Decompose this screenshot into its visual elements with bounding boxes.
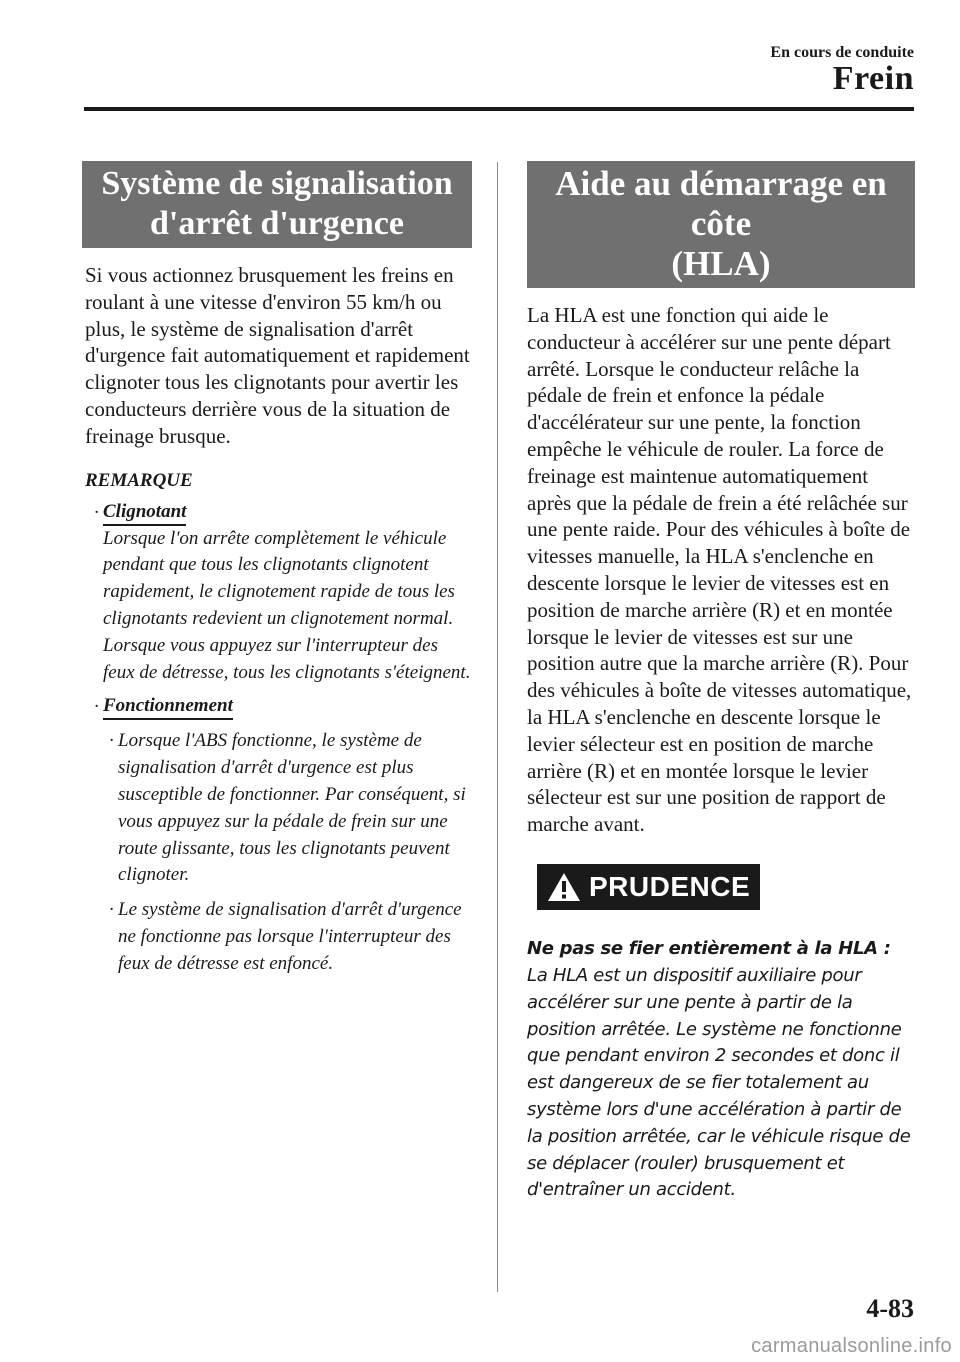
caution-text: La HLA est un dispositif auxiliaire pour accélérer sur une pente à partir de la position arrêtée. Le système ne fonctionne que pendant environ 2 secondes et donc il est dangereux de se fier totalement au système lors d'une accélération à partir de la position arrêtée, car le véhicule risque de se déplacer (rouler) brusquement et d'entraîner un accident. [527,964,911,1201]
note-item [82,694,472,977]
emergency-stop-body: Si vous actionnez brusquement les freins en roulant à une vitesse d'environ 55 km/h ou plus, le système de signalisation d'arrêt d'urgence fait automatiquement et rapidement clignoter tous les clignotants pour avertir les conducteurs derrière vous de la situation de freinage brusque. [85,263,470,448]
section-title-line2: d'arrêt d'urgence [150,205,404,242]
caution-badge [537,864,760,910]
note-heading: Fonctionnement [103,694,233,720]
section-title-line2: (HLA) [671,244,771,283]
right-column [527,161,915,1204]
section-title-hla [527,161,915,288]
note-item [82,500,472,687]
section-title-line1: Système de signalisation [101,165,453,202]
bullet: · [109,730,114,752]
sub-list [103,728,472,977]
remark-label: REMARQUE [85,469,193,491]
sub-item-text: Lorsque l'ABS fonctionne, le système de signalisation d'arrêt d'urgence est plus susceptible de fonctionner. Par conséquent, si vous appuyez sur la pédale de frein sur une route glissante, tous les clignotants peuvent clignoter. [118,730,466,886]
bullet: · [94,501,99,523]
header-rule [84,107,914,111]
bullet: · [94,696,99,718]
sub-item-text: Le système de signalisation d'arrêt d'urgence ne fonctionne pas lorsque l'interrupteur des feux de détresse est enfoncé. [118,899,462,974]
header-section: En cours de conduite [770,44,914,61]
sub-item [103,728,472,889]
section-title-emergency-stop [82,161,472,248]
warning-triangle-icon [547,872,581,902]
header-title: Frein [832,60,914,97]
caution-title: Ne pas se fier entièrement à la HLA : [527,937,891,959]
column-divider [497,162,498,1292]
note-text: Lorsque l'on arrête complètement le véhicule pendant que tous les clignotants clignotent rapidement, le clignotement rapide de tous les clignotants redevient un clignotement normal. Lorsque vous appuyez sur l'interrupteur des feux de détresse, tous les clignotants s'éteignent. [103,527,471,683]
bullet: · [109,899,114,921]
left-column [82,161,472,978]
hla-body: La HLA est une fonction qui aide le conducteur à accélérer sur une pente départ arrêté. Lorsque le conducteur relâche la pédale de frein et enfonce la pédale d'accélérateur sur une pente, la fonction empêche le véhicule de rouler. La force de freinage est maintenue automatiquement après que la pédale de frein a été relâchée sur une pente raide. Pour des véhicules à boîte de vitesses manuelle, la HLA s'enclenche en descente lorsque le levier de vitesses est en position de marche arrière (R) et en montée lorsque le levier de vitesses est sur une position autre que la marche arrière (R). Pour des véhicules à boîte de vitesses automatique, la HLA s'enclenche en descente lorsque le levier sélecteur est en position de marche arrière (R) et en montée lorsque le levier sélecteur est sur une position de rapport de marche avant. [527,303,912,837]
note-heading: Clignotant [103,500,186,526]
caution-label: PRUDENCE [589,870,751,902]
section-title-line1: Aide au démarrage en côte [555,164,887,243]
sub-item [103,897,472,977]
page-number: 4-83 [866,1294,914,1323]
watermark: carmanualsonline.info [751,1335,952,1357]
